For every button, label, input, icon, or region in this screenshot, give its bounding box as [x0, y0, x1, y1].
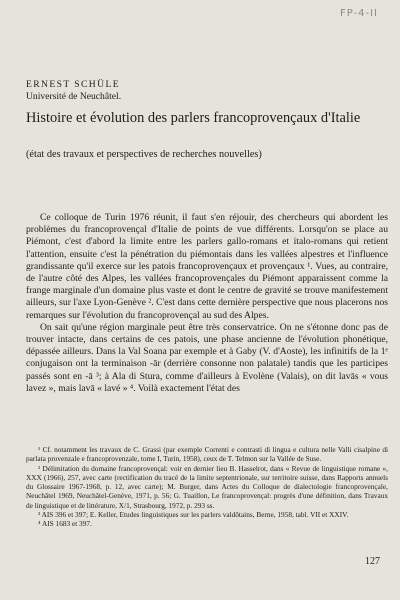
footnote: ² Délimitation du domaine francoprovençal: voir en dernier lieu B. Hasselrot, dans « Revue de linguistique romane », XXX (1966), 257, avec carte (rectification du tracé de la limite septentrionale, sur territoire suisse, dans Rapports annuels du Glossaire 1967-1968, p. 12, avec carte); M. Burger, dans Actes du Colloque de dialectologie francoprovençale, Neuchâtel 1969, Neuchâtel-Genève, 1971, p. 56; G. Tuaillon, Le francoprovençal: progrès d'une définition, dans Travaux de linguistique et de littérature, X/1, Strasbourg, 1972, p. 293 ss. [26, 463, 388, 510]
author-name: ERNEST SCHÜLE [26, 79, 120, 90]
footnote: ¹ Cf. notamment les travaux de C. Grassi (par exemple Correnti e contrasti di lingua e cultura nelle Valli cisalpine di parlata provenzale e francoprovenzale, tome I, Turin, 1958), ceux de T. Telmon sur la Vallée de Suse. [26, 445, 388, 464]
body-paragraph: On sait qu'une région marginale peut être très conservatrice. On ne s'étonne donc pas de trouver intacte, dans certains de ces patois, une phase ancienne de l'évolution phonétique, dépassée ailleurs. Dans la Val Soana par exemple et à Gaby (V. d'Aoste), les infinitifs de la 1ᵉ conjugaison ont la terminaison -ār (derrière consonne non palatale) tandis que les participes passés sont en -ā ³; à Ala di Stura, comme d'ailleurs à Evolène (Valais), on dit lavās « vous lavez », mais lavā « lavé » ⁴. Voilà exactement l'état des [26, 321, 388, 394]
pencil-annotation: FP-4-II [339, 8, 378, 19]
article-body [26, 212, 388, 395]
footnote: ³ AIS 396 et 397; E. Keller, Etudes linguistiques sur les parlers valdôtains, Berne, 1958, tabl. VII et XXIV. [38, 510, 349, 520]
page-number: 127 [365, 556, 380, 567]
footnote: ⁴ AIS 1683 et 397. [38, 519, 92, 529]
article-subtitle: (état des travaux et perspectives de recherches nouvelles) [26, 149, 262, 160]
article-title: Histoire et évolution des parlers francoprovençaux d'Italie [26, 110, 361, 126]
body-paragraph: Ce colloque de Turin 1976 réunit, il faut s'en réjouir, des chercheurs qui abordent les problèmes du francoprovençal d'Italie de points de vue différents. Lorsqu'on se place au Piémont, c'est d'abord la limite entre les parlers gallo-romans et italo-romans qui retient l'attention, ensuite c'est la pénétration du piémontais dans les vallées alpestres et l'influence grandissante qu'il exerce sur les patois francoprovençaux et provençaux ¹. Vues, au contraire, de l'autre côté des Alpes, les vallées francoprovençales du Piémont apparaissent comme la frange marginale d'un domaine plus vaste et dont le centre de gravité se trouve manifestement ailleurs, sur l'axe Lyon-Genève ². C'est dans cette dernière perspective que nous placerons nos remarques sur l'évolution du francoprovençal au sud des Alpes. [26, 212, 388, 321]
footnotes [26, 445, 388, 529]
author-affiliation: Université de Neuchâtel. [26, 91, 122, 102]
